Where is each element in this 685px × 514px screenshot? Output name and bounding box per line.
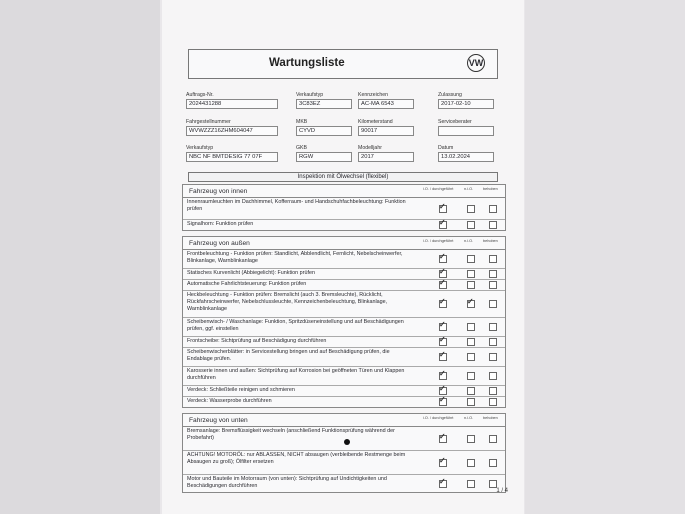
checklist-row	[183, 451, 505, 475]
not-ok-checkbox[interactable]	[467, 270, 475, 278]
checklist-row	[183, 367, 505, 386]
info-field-label: Zulassung	[438, 92, 462, 98]
info-field	[358, 119, 414, 136]
column-header: n.i.O.	[464, 187, 474, 191]
ok-checkbox[interactable]	[439, 267, 447, 278]
checklist-row	[183, 386, 505, 397]
column-header: behoben	[483, 239, 498, 243]
check-mark-icon: ✓	[439, 320, 446, 329]
checklist-row	[183, 198, 505, 220]
checklist-row	[183, 337, 505, 348]
ok-checkbox[interactable]	[439, 320, 447, 331]
info-field	[358, 92, 414, 109]
info-field	[296, 119, 352, 136]
info-field-value: NBC NF BMTDESIG 77 07F	[186, 152, 278, 162]
not-ok-checkbox[interactable]	[467, 323, 475, 331]
ink-dot	[344, 439, 350, 445]
checklist-item-text: Karosserie innen und außen: Sichtprüfung auf Korrosion bei geöffneten Türen und Klappen durchführen	[187, 368, 405, 381]
checklist-row	[183, 475, 505, 492]
column-header: i.O. / durchgeführt	[423, 239, 454, 243]
fixed-checkbox[interactable]	[489, 480, 497, 488]
fixed-checkbox[interactable]	[489, 221, 497, 229]
fixed-checkbox[interactable]	[489, 338, 497, 346]
info-field-label: Auftrags-Nr.	[186, 92, 214, 98]
fixed-checkbox[interactable]	[489, 255, 497, 263]
info-field-value: 13.02.2024	[438, 152, 494, 162]
check-mark-icon: ✓	[439, 369, 446, 378]
ok-checkbox[interactable]	[439, 350, 447, 361]
checklist-item-text: Verdeck: Wasserprobe durchführen	[187, 398, 272, 404]
info-field-value: 90017	[358, 126, 414, 136]
info-field-label: GKB	[296, 145, 307, 151]
info-field	[438, 145, 494, 162]
info-field	[296, 92, 352, 109]
column-header: i.O. / durchgeführt	[423, 187, 454, 191]
info-field	[358, 145, 414, 162]
checklist-row	[183, 348, 505, 367]
fixed-checkbox[interactable]	[489, 270, 497, 278]
checklist-item-text: Frontbeleuchtung - Funktion prüfen: Standlicht, Abblendlicht, Fernlicht, Nebelscheinwerfer, Blinkanlage, Warnblinkanlage	[187, 251, 403, 264]
column-header: behoben	[483, 416, 498, 420]
checklist-row	[183, 397, 505, 407]
checklist-item-text: Frontscheibe: Sichtprüfung auf Beschädigung durchführen	[187, 338, 327, 344]
checklist-item-text: Automatische Fahrlichtsteuerung: Funktion prüfen	[187, 281, 307, 287]
info-field-label: Fahrgestellnummer	[186, 119, 231, 125]
not-ok-checkbox[interactable]	[467, 398, 475, 406]
check-mark-icon: ✓	[439, 384, 446, 393]
info-field-label: Serviceberater	[438, 119, 472, 125]
check-mark-icon: ✓	[439, 252, 446, 261]
check-mark-icon: ✓	[439, 395, 446, 404]
fixed-checkbox[interactable]	[489, 205, 497, 213]
checklist-section	[182, 236, 506, 408]
checklist-item-text: Statisches Kurvenlicht (Abbiegelicht): Funktion prüfen	[187, 270, 315, 276]
document-page	[162, 0, 524, 514]
info-field	[438, 92, 494, 109]
title-box	[188, 49, 498, 79]
checklist-item-text: Signalhorn: Funktion prüfen	[187, 221, 254, 227]
not-ok-checkbox[interactable]	[467, 297, 475, 308]
info-field	[186, 119, 278, 136]
checklist-item-text: Motor und Bauteile im Motorraum (von unten): Sichtprüfung auf Undichtigkeiten und Beschädigungen durchführen	[187, 476, 387, 489]
info-field-value: 2024431288	[186, 99, 278, 109]
check-mark-icon: ✓	[439, 297, 446, 306]
ok-checkbox[interactable]	[439, 335, 447, 346]
info-field-value: AC-MA 6543	[358, 99, 414, 109]
fixed-checkbox[interactable]	[489, 300, 497, 308]
checklist-item-text: Verdeck: Schließteile reinigen und schmieren	[187, 387, 295, 393]
checklist-row	[183, 250, 505, 269]
ok-checkbox[interactable]	[439, 432, 447, 443]
info-field-value: 2017-02-10	[438, 99, 494, 109]
ok-checkbox[interactable]	[439, 202, 447, 213]
checklist-item-text: Scheibenwischerblätter: in Servicestellung bringen und auf Beschädigung prüfen, die Endablage prüfen.	[187, 349, 390, 362]
check-mark-icon: ✓	[439, 350, 446, 359]
check-mark-icon: ✓	[439, 218, 446, 227]
fixed-checkbox[interactable]	[489, 372, 497, 380]
fixed-checkbox[interactable]	[489, 353, 497, 361]
checklist-item-text: Innenraumleuchten im Dachhimmel, Kofferraum- und Handschuhfachbeleuchtung: Funktion prüfen	[187, 199, 406, 212]
info-field	[296, 145, 352, 162]
check-mark-icon: ✓	[439, 202, 446, 211]
checklist-item-text: Scheibenwisch- / Waschanlage: Funktion, Spritzdüseneinstellung und auf Beschädigungen prüfen, ggf. einstellen	[187, 319, 404, 332]
page-number: 1 / 4	[496, 488, 508, 494]
checklist-row	[183, 269, 505, 280]
ok-checkbox[interactable]	[439, 252, 447, 263]
ok-checkbox[interactable]	[439, 218, 447, 229]
ok-checkbox[interactable]	[439, 395, 447, 406]
info-field-label: Kennzeichen	[358, 92, 388, 98]
ok-checkbox[interactable]	[439, 297, 447, 308]
fixed-checkbox[interactable]	[489, 323, 497, 331]
info-field-value	[438, 126, 494, 136]
info-field-label: Verkaufstyp	[296, 92, 324, 98]
ok-checkbox[interactable]	[439, 456, 447, 467]
not-ok-checkbox[interactable]	[467, 480, 475, 488]
info-field-value: CYVD	[296, 126, 352, 136]
fixed-checkbox[interactable]	[489, 387, 497, 395]
section-header	[183, 414, 505, 427]
section-header	[183, 237, 505, 250]
info-field-value: WVWZZZ16ZHM604047	[186, 126, 278, 136]
column-header: behoben	[483, 187, 498, 191]
vw-logo-icon: VW	[467, 54, 485, 72]
not-ok-checkbox[interactable]	[467, 338, 475, 346]
fixed-checkbox[interactable]	[489, 435, 497, 443]
check-mark-icon: ✓	[439, 432, 446, 441]
not-ok-checkbox[interactable]	[467, 372, 475, 380]
fixed-checkbox[interactable]	[489, 398, 497, 406]
section-title: Fahrzeug von unten	[189, 417, 248, 424]
not-ok-checkbox[interactable]	[467, 387, 475, 395]
check-mark-icon: ✓	[467, 297, 474, 306]
not-ok-checkbox[interactable]	[467, 353, 475, 361]
section-title: Fahrzeug von außen	[189, 240, 250, 247]
section-header	[183, 185, 505, 198]
document-title: Wartungsliste	[269, 57, 345, 69]
checklist-row	[183, 280, 505, 291]
checklist-row	[183, 318, 505, 337]
info-field	[438, 119, 494, 136]
not-ok-checkbox[interactable]	[467, 435, 475, 443]
not-ok-checkbox[interactable]	[467, 221, 475, 229]
not-ok-checkbox[interactable]	[467, 281, 475, 289]
checklist-section	[182, 413, 506, 493]
info-field-label: MKB	[296, 119, 308, 125]
not-ok-checkbox[interactable]	[467, 255, 475, 263]
checklist-item-text: Heckbeleuchtung - Funktion prüfen: Bremslicht (auch 3. Bremsleuchte), Rücklicht, Rückfahrscheinwerfer, Nebelschlussleuchte, Kennzeichenbeleuchtung, Blinkanlage, Warnblinkanlage	[187, 292, 388, 312]
info-field-label: Modelljahr	[358, 145, 382, 151]
section-title: Fahrzeug von innen	[189, 188, 248, 195]
checklist-row	[183, 291, 505, 318]
ok-checkbox[interactable]	[439, 369, 447, 380]
ok-checkbox[interactable]	[439, 384, 447, 395]
inspection-title: Inspektion mit Ölwechsel (flexibel)	[188, 172, 498, 182]
info-field	[186, 92, 278, 109]
check-mark-icon: ✓	[439, 278, 446, 287]
checklist-item-text: Bremsanlage: Bremsflüssigkeit wechseln (anschließend Funktionsprüfung während der Probefahrt)	[187, 428, 395, 441]
info-field-value: 2017	[358, 152, 414, 162]
fixed-checkbox[interactable]	[489, 459, 497, 467]
fixed-checkbox[interactable]	[489, 281, 497, 289]
check-mark-icon: ✓	[439, 335, 446, 344]
not-ok-checkbox[interactable]	[467, 459, 475, 467]
ok-checkbox[interactable]	[439, 477, 447, 488]
info-field	[186, 145, 278, 162]
checklist-row	[183, 220, 505, 230]
info-field-label: Kilometerstand	[358, 119, 393, 125]
check-mark-icon: ✓	[439, 267, 446, 276]
column-header: n.i.O.	[464, 416, 474, 420]
not-ok-checkbox[interactable]	[467, 205, 475, 213]
info-field-value: 3C83EZ	[296, 99, 352, 109]
check-mark-icon: ✓	[439, 456, 446, 465]
checklist-section	[182, 184, 506, 231]
info-field-value: RGW	[296, 152, 352, 162]
info-field-label: Verkaufstyp	[186, 145, 214, 151]
column-header: n.i.O.	[464, 239, 474, 243]
info-field-label: Datum	[438, 145, 454, 151]
check-mark-icon: ✓	[439, 477, 446, 486]
column-header: i.O. / durchgeführt	[423, 416, 454, 420]
checklist-item-text: ACHTUNG! MOTORÖL: nur ABLASSEN, NICHT absaugen (verbleibende Restmenge beim Absaugen zu groß); Ölfilter ersetzen	[187, 452, 406, 465]
ok-checkbox[interactable]	[439, 278, 447, 289]
